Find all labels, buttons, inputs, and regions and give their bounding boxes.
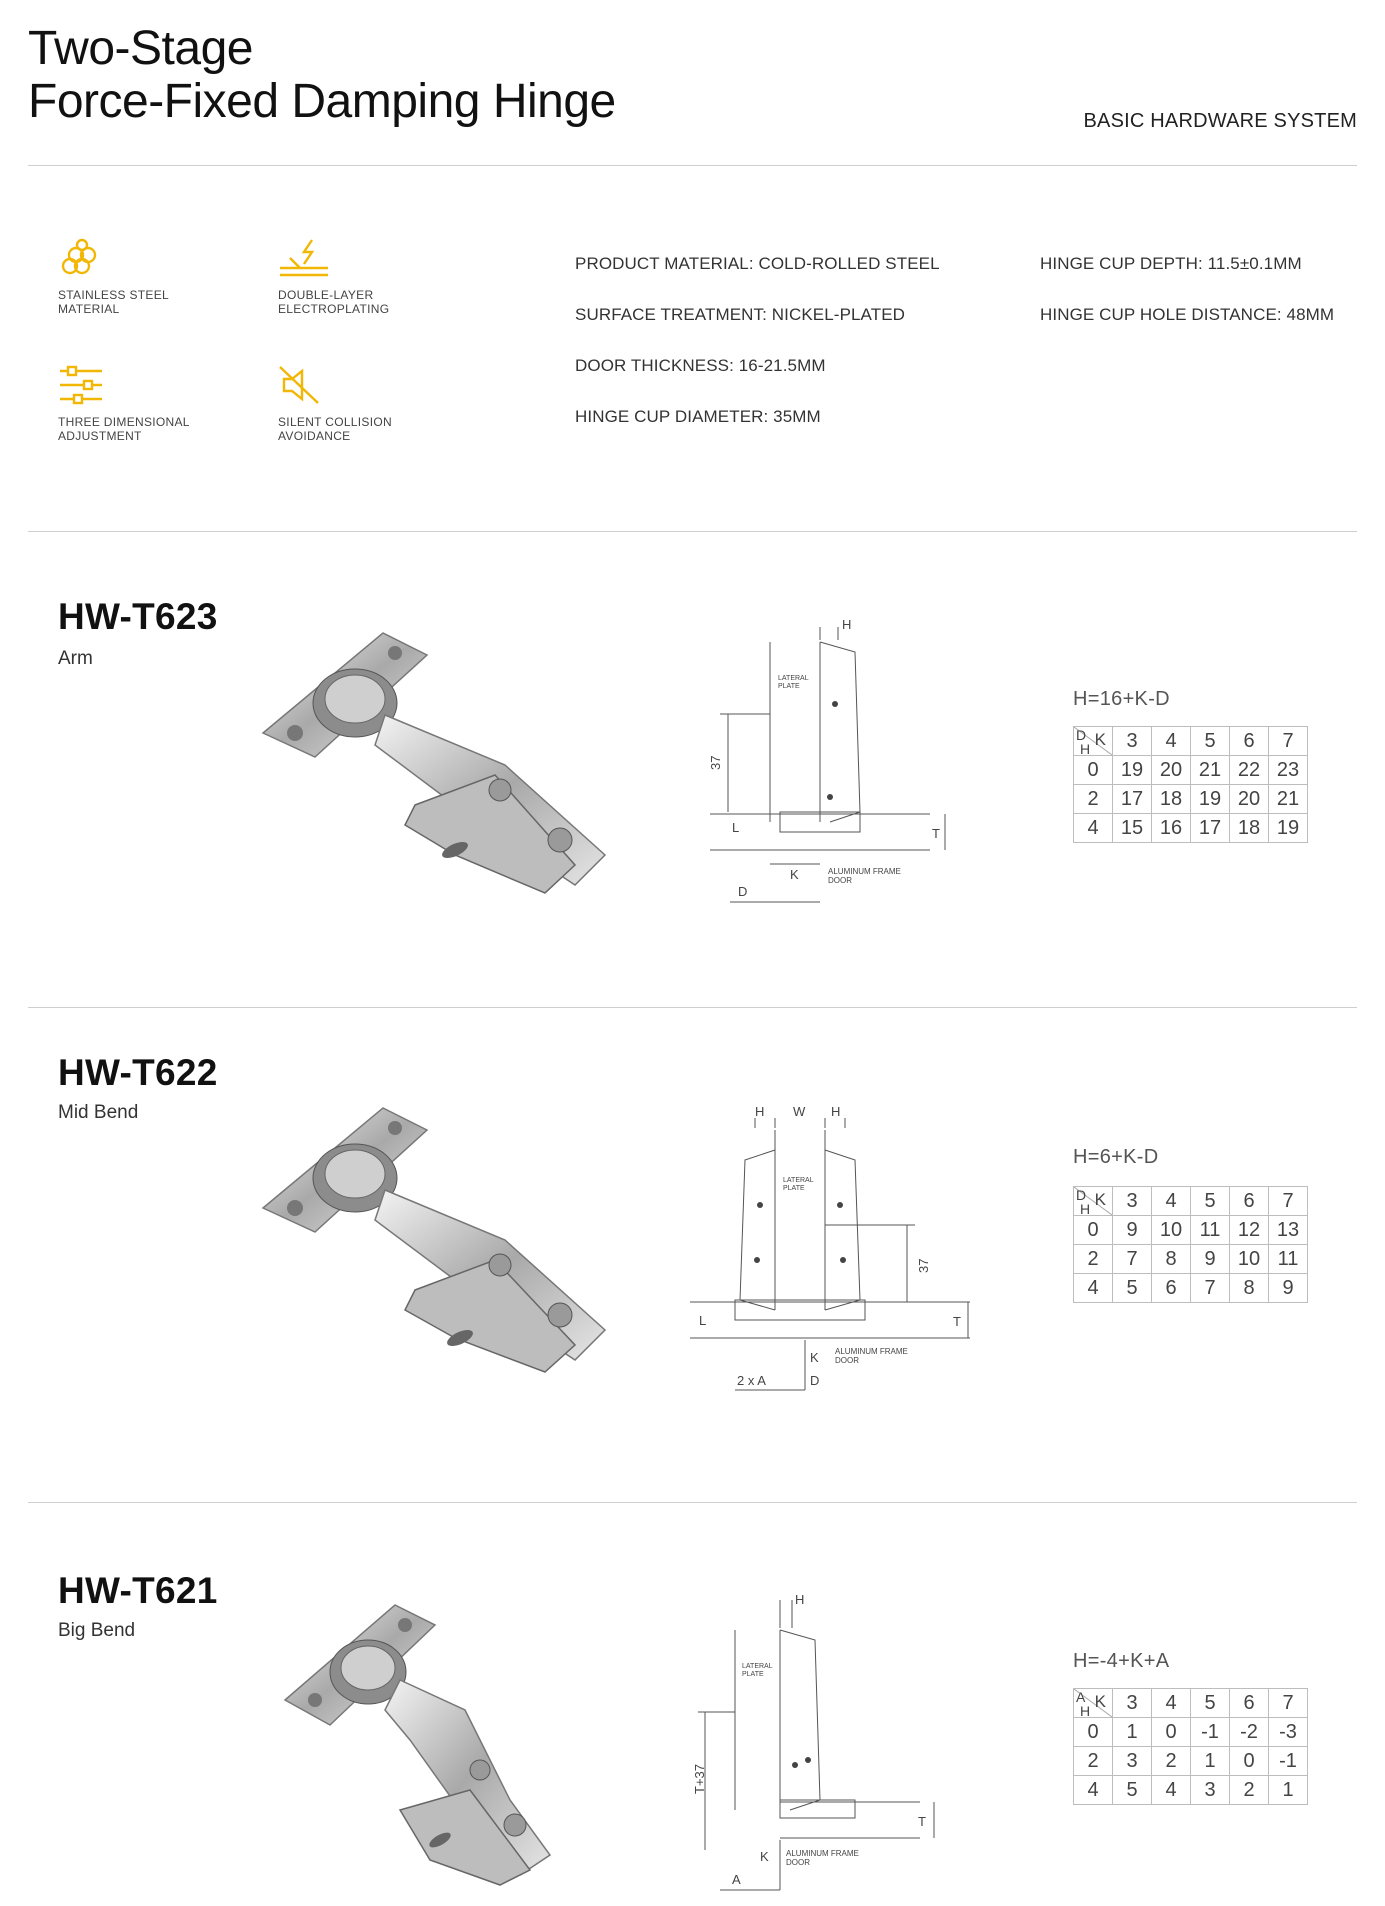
drawing-label: H [831, 1104, 841, 1119]
drawing-label: PLATE [778, 683, 800, 690]
feature-label-line1: DOUBLE-LAYER [278, 288, 374, 302]
feature-label-line1: THREE DIMENSIONAL [58, 415, 190, 429]
hinge-photo [255, 1100, 625, 1380]
d-value: 0 [1074, 756, 1113, 785]
height-formula: H=16+K-D [1073, 688, 1170, 710]
spec-hole-distance: HINGE CUP HOLE DISTANCE: 48MM [1040, 305, 1335, 324]
drawing-label: ALUMINUM FRAME [828, 867, 901, 876]
drawing-label: ALUMINUM FRAME [786, 1849, 859, 1858]
k-header: 3 [1113, 1689, 1152, 1718]
table-row: 0 19 20 21 22 23 [1074, 756, 1308, 785]
table-row: 2 17 18 19 20 21 [1074, 785, 1308, 814]
height-formula: H=6+K-D [1073, 1146, 1159, 1168]
drawing-label: 37 [916, 1258, 931, 1273]
drawing-label: H [842, 617, 852, 632]
technical-drawing [685, 1100, 975, 1400]
model-subtitle: Arm [58, 648, 93, 669]
feature-label-line2: AVOIDANCE [278, 429, 351, 443]
table-corner: A K H [1074, 1689, 1113, 1718]
spec-thickness: DOOR THICKNESS: 16-21.5MM [575, 356, 826, 375]
spec-depth: HINGE CUP DEPTH: 11.5±0.1MM [1040, 254, 1302, 273]
stainless-steel-icon [58, 238, 102, 278]
section-divider [28, 531, 1357, 532]
d-value: 2 [1074, 1747, 1113, 1776]
feature-silent [278, 365, 478, 443]
drawing-label: K [810, 1350, 819, 1365]
k-header: 5 [1191, 1689, 1230, 1718]
drawing-label: DOOR [835, 1356, 859, 1365]
header-divider [28, 165, 1357, 166]
model-subtitle: Mid Bend [58, 1102, 139, 1123]
brand-label: BASIC HARDWARE SYSTEM [1083, 110, 1357, 132]
drawing-label: DOOR [828, 876, 852, 885]
hinge-photo [280, 1600, 600, 1890]
drawing-label: PLATE [783, 1185, 805, 1192]
k-header: 6 [1230, 727, 1269, 756]
table-row: 4 5 4 3 2 1 [1074, 1776, 1308, 1805]
drawing-label: K [760, 1849, 769, 1864]
drawing-label: DOOR [786, 1858, 810, 1867]
adjustment-table [1073, 1186, 1308, 1303]
table-row: 2 7 8 9 10 11 [1074, 1245, 1308, 1274]
drawing-label: W [793, 1104, 806, 1119]
drawing-label: L [699, 1313, 707, 1328]
feature-adjustment [58, 365, 258, 443]
feature-label-line2: ELECTROPLATING [278, 302, 390, 316]
feature-label-line2: ADJUSTMENT [58, 429, 142, 443]
table-row: 4 15 16 17 18 19 [1074, 814, 1308, 843]
drawing-label: T [953, 1314, 961, 1329]
k-header: 6 [1230, 1187, 1269, 1216]
table-row: 4 5 6 7 8 9 [1074, 1274, 1308, 1303]
height-formula: H=-4+K+A [1073, 1650, 1170, 1672]
d-value: 0 [1074, 1216, 1113, 1245]
page-title [28, 22, 616, 128]
feature-label-line1: STAINLESS STEEL [58, 288, 169, 302]
d-value: 4 [1074, 1776, 1113, 1805]
k-header: 6 [1230, 1689, 1269, 1718]
section-divider [28, 1502, 1357, 1503]
drawing-label: LATERAL [783, 1177, 814, 1184]
k-header: 3 [1113, 1187, 1152, 1216]
drawing-label: T [918, 1814, 926, 1829]
drawing-label: H [755, 1104, 765, 1119]
adjustment-table [1073, 726, 1308, 843]
k-header: 4 [1152, 1689, 1191, 1718]
drawing-label: PLATE [742, 1671, 764, 1678]
technical-drawing [680, 1590, 940, 1900]
table-row: 2 3 2 1 0 -1 [1074, 1747, 1308, 1776]
feature-label-line1: SILENT COLLISION [278, 415, 392, 429]
d-value: 2 [1074, 785, 1113, 814]
table-row: 0 1 0 -1 -2 -3 [1074, 1718, 1308, 1747]
drawing-label: H [795, 1592, 805, 1607]
drawing-label: D [738, 884, 748, 899]
k-header: 7 [1269, 1689, 1308, 1718]
drawing-label: T+37 [692, 1764, 707, 1794]
adjustment-icon [58, 365, 104, 405]
drawing-label: ALUMINUM FRAME [835, 1347, 908, 1356]
model-title: HW-T622 [58, 1052, 218, 1093]
drawing-label: T [932, 826, 940, 841]
drawing-label: 37 [708, 755, 723, 770]
d-value: 4 [1074, 814, 1113, 843]
adjustment-table [1073, 1688, 1308, 1805]
spec-diameter: HINGE CUP DIAMETER: 35MM [575, 407, 821, 426]
feature-label-line2: MATERIAL [58, 302, 120, 316]
drawing-label: A [732, 1872, 741, 1887]
feature-electroplating [278, 238, 478, 316]
silent-icon [278, 365, 324, 405]
table-row: 0 9 10 11 12 13 [1074, 1216, 1308, 1245]
k-header: 5 [1191, 1187, 1230, 1216]
drawing-label: LATERAL [742, 1663, 773, 1670]
drawing-label: D [810, 1373, 820, 1388]
k-header: 7 [1269, 727, 1308, 756]
d-value: 0 [1074, 1718, 1113, 1747]
k-header: 4 [1152, 1187, 1191, 1216]
table-corner: D K H [1074, 727, 1113, 756]
drawing-label: LATERAL [778, 675, 809, 682]
model-title: HW-T623 [58, 596, 218, 637]
title-line-1: Two-Stage [28, 22, 253, 75]
drawing-label: K [790, 867, 799, 882]
electroplating-icon [278, 238, 330, 278]
model-subtitle: Big Bend [58, 1620, 136, 1641]
spec-surface: SURFACE TREATMENT: NICKEL-PLATED [575, 305, 906, 324]
k-header: 7 [1269, 1187, 1308, 1216]
feature-stainless-steel [58, 238, 258, 316]
drawing-label: L [732, 820, 740, 835]
hinge-photo [255, 625, 625, 905]
k-header: 5 [1191, 727, 1230, 756]
d-value: 4 [1074, 1274, 1113, 1303]
technical-drawing [690, 612, 950, 912]
model-title: HW-T621 [58, 1570, 218, 1611]
title-line-2: Force-Fixed Damping Hinge [28, 75, 616, 128]
table-corner: D K H [1074, 1187, 1113, 1216]
d-value: 2 [1074, 1245, 1113, 1274]
k-header: 3 [1113, 727, 1152, 756]
k-header: 4 [1152, 727, 1191, 756]
section-divider [28, 1007, 1357, 1008]
drawing-label: 2 x A [737, 1373, 766, 1388]
spec-material: PRODUCT MATERIAL: COLD-ROLLED STEEL [575, 254, 940, 273]
